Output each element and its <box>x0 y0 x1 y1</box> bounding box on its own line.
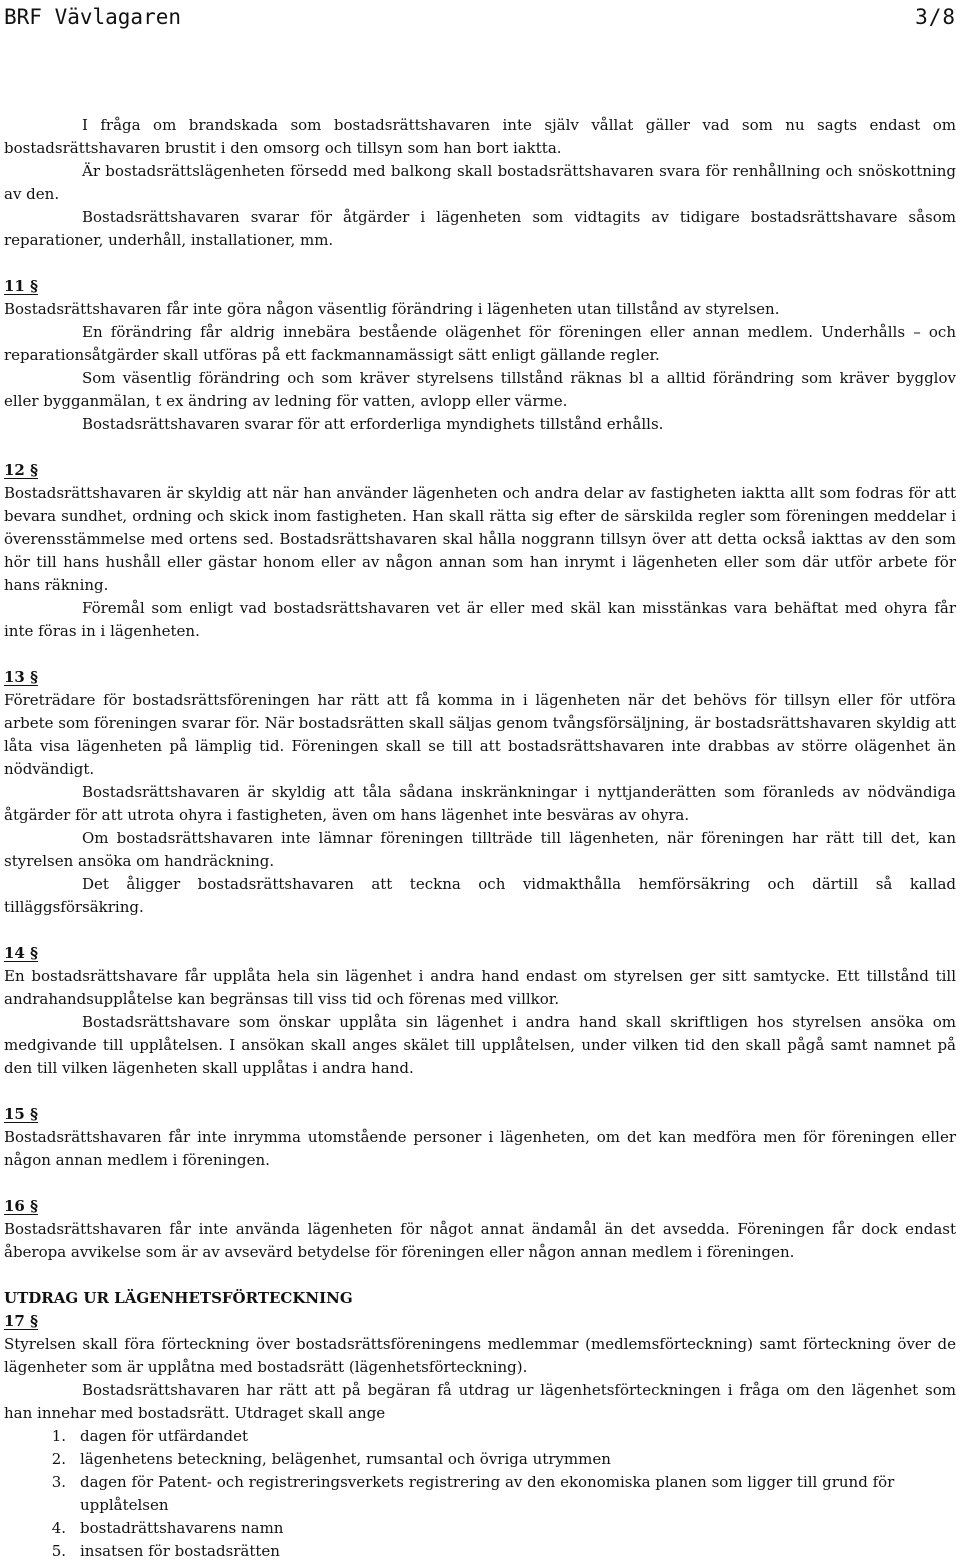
document-body <box>4 34 956 1563</box>
section-12-heading: 12 § <box>4 461 38 479</box>
section-11-heading: 11 § <box>4 277 38 295</box>
section-16-heading: 16 § <box>4 1197 38 1215</box>
extract-items-list <box>4 1425 956 1563</box>
paragraph: Bostadsrättshavaren är skyldig att tåla sådana inskränkningar i nyttjanderätten som föranleds av nödvändiga åtgärder för att utrota ohyra i fastigheten, även om hans lägenhet inte besväras av ohyra. <box>4 783 956 824</box>
paragraph: Bostadsrättshavaren är skyldig att när han använder lägenheten och andra delar av fastigheten iaktta allt som fodras för att bevara sundhet, ordning och skick inom fastigheten. Han skall rätta sig efter de särskilda regler som föreningen meddelar i överensstämmelse med ortens sed. Bostadsrättshavaren skal hålla noggrann tillsyn över att detta också iakttas av den som hör till hans hushåll eller gästar honom eller av någon annan som han inrymt i lägenheten eller som där utför arbete för hans räkning. <box>4 484 956 594</box>
paragraph: Är bostadsrättslägenheten försedd med balkong skall bostadsrättshavaren svara för renhållning och snöskottning av den. <box>4 162 956 203</box>
paragraph: Företrädare för bostadsrättsföreningen har rätt att få komma in i lägenheten när det behövs för tillsyn eller för utföra arbete som föreningen svarar för. När bostadsrätten skall säljas genom tvångsförsäljning, är bostadsrättshavaren skyldig att låta visa lägenheten på lämplig tid. Föreningen skall se till att bostadsrättshavaren inte drabbas av större olägenhet än nödvändigt. <box>4 691 956 778</box>
paragraph: Föremål som enligt vad bostadsrättshavaren vet är eller med skäl kan misstänkas vara behäftat med ohyra får inte föras in i lägenheten. <box>4 599 956 640</box>
paragraph: Bostadsrättshavaren har rätt att på begäran få utdrag ur lägenhetsförteckningen i fråga om den lägenhet som han innehar med bostadsrätt. Utdraget skall ange <box>4 1381 956 1422</box>
paragraph: Bostadsrättshavaren får inte göra någon väsentlig förändring i lägenheten utan tillstånd av styrelsen. <box>4 300 780 318</box>
document-title: BRF Vävlagaren <box>4 5 182 29</box>
paragraph: Styrelsen skall föra förteckning över bostadsrättsföreningens medlemmar (medlemsförteckning) samt förteckning över de lägenheter som är upplåtna med bostadsrätt (lägenhetsförteckning). <box>4 1335 956 1376</box>
paragraph: Bostadsrättshavare som önskar upplåta sin lägenhet i andra hand skall skriftligen hos styrelsen ansöka om medgivande till upplåtelsen. I ansökan skall anges skälet till upplåtelsen, under vilken tid den skall pågå samt namnet på den till vilken lägenheten skall upplåtas i andra hand. <box>4 1013 956 1077</box>
section-14-heading: 14 § <box>4 944 38 962</box>
paragraph: En bostadsrättshavare får upplåta hela sin lägenhet i andra hand endast om styrelsen ger sitt samtycke. Ett tillstånd till andrahandsupplåtelse kan begränsas till viss tid och förenas med villkor. <box>4 967 956 1008</box>
section-15-heading: 15 § <box>4 1105 38 1123</box>
list-item: 4. bostadrättshavarens namn <box>51 1519 284 1537</box>
paragraph: En förändring får aldrig innebära bestående olägenhet för föreningen eller annan medlem. Underhålls – och reparationsåtgärder skall utföras på ett fackmannamässigt sätt enligt gällande regler. <box>4 323 956 364</box>
list-item: 2. lägenhetens beteckning, belägenhet, rumsantal och övriga utrymmen <box>51 1450 611 1468</box>
list-item: 1. dagen för utfärdandet <box>51 1427 249 1445</box>
page-number: 3/8 <box>915 5 956 29</box>
section-title: UTDRAG UR LÄGENHETSFÖRTECKNING <box>4 1289 353 1307</box>
paragraph: Som väsentlig förändring och som kräver styrelsens tillstånd räknas bl a alltid förändring som kräver bygglov eller bygganmälan, t ex ändring av ledning för vatten, avlopp eller värme. <box>4 369 956 410</box>
paragraph: Bostadsrättshavaren svarar för åtgärder i lägenheten som vidtagits av tidigare bostadsrättshavare såsom reparationer, underhåll, installationer, mm. <box>4 208 956 249</box>
paragraph: I fråga om brandskada som bostadsrättshavaren inte själv vållat gäller vad som nu sagts endast om bostadsrättshavaren brustit i den omsorg och tillsyn som han bort iaktta. <box>4 116 956 157</box>
paragraph: Bostadsrättshavaren svarar för att erforderliga myndighets tillstånd erhålls. <box>82 415 664 433</box>
page-header <box>4 0 956 34</box>
paragraph: Bostadsrättshavaren får inte inrymma utomstående personer i lägenheten, om det kan medföra men för föreningen eller någon annan medlem i föreningen. <box>4 1128 956 1169</box>
section-13-heading: 13 § <box>4 668 38 686</box>
list-item: 5. insatsen för bostadsrätten <box>51 1542 280 1560</box>
list-item: 3. dagen för Patent- och registreringsverkets registrering av den ekonomiska planen som ligger till grund för upplåtelsen <box>51 1473 895 1514</box>
paragraph: Om bostadsrättshavaren inte lämnar föreningen tillträde till lägenheten, när föreningen har rätt till det, kan styrelsen ansöka om handräckning. <box>4 829 956 870</box>
paragraph: Bostadsrättshavaren får inte använda lägenheten för något annat ändamål än det avsedda. Föreningen får dock endast åberopa avvikelse som är av avsevärd betydelse för föreningen eller någon annan medlem i föreningen. <box>4 1220 956 1261</box>
section-17-heading: 17 § <box>4 1312 38 1330</box>
paragraph: Det åligger bostadsrättshavaren att teckna och vidmakthålla hemförsäkring och därtill så kallad tilläggsförsäkring. <box>4 875 956 916</box>
